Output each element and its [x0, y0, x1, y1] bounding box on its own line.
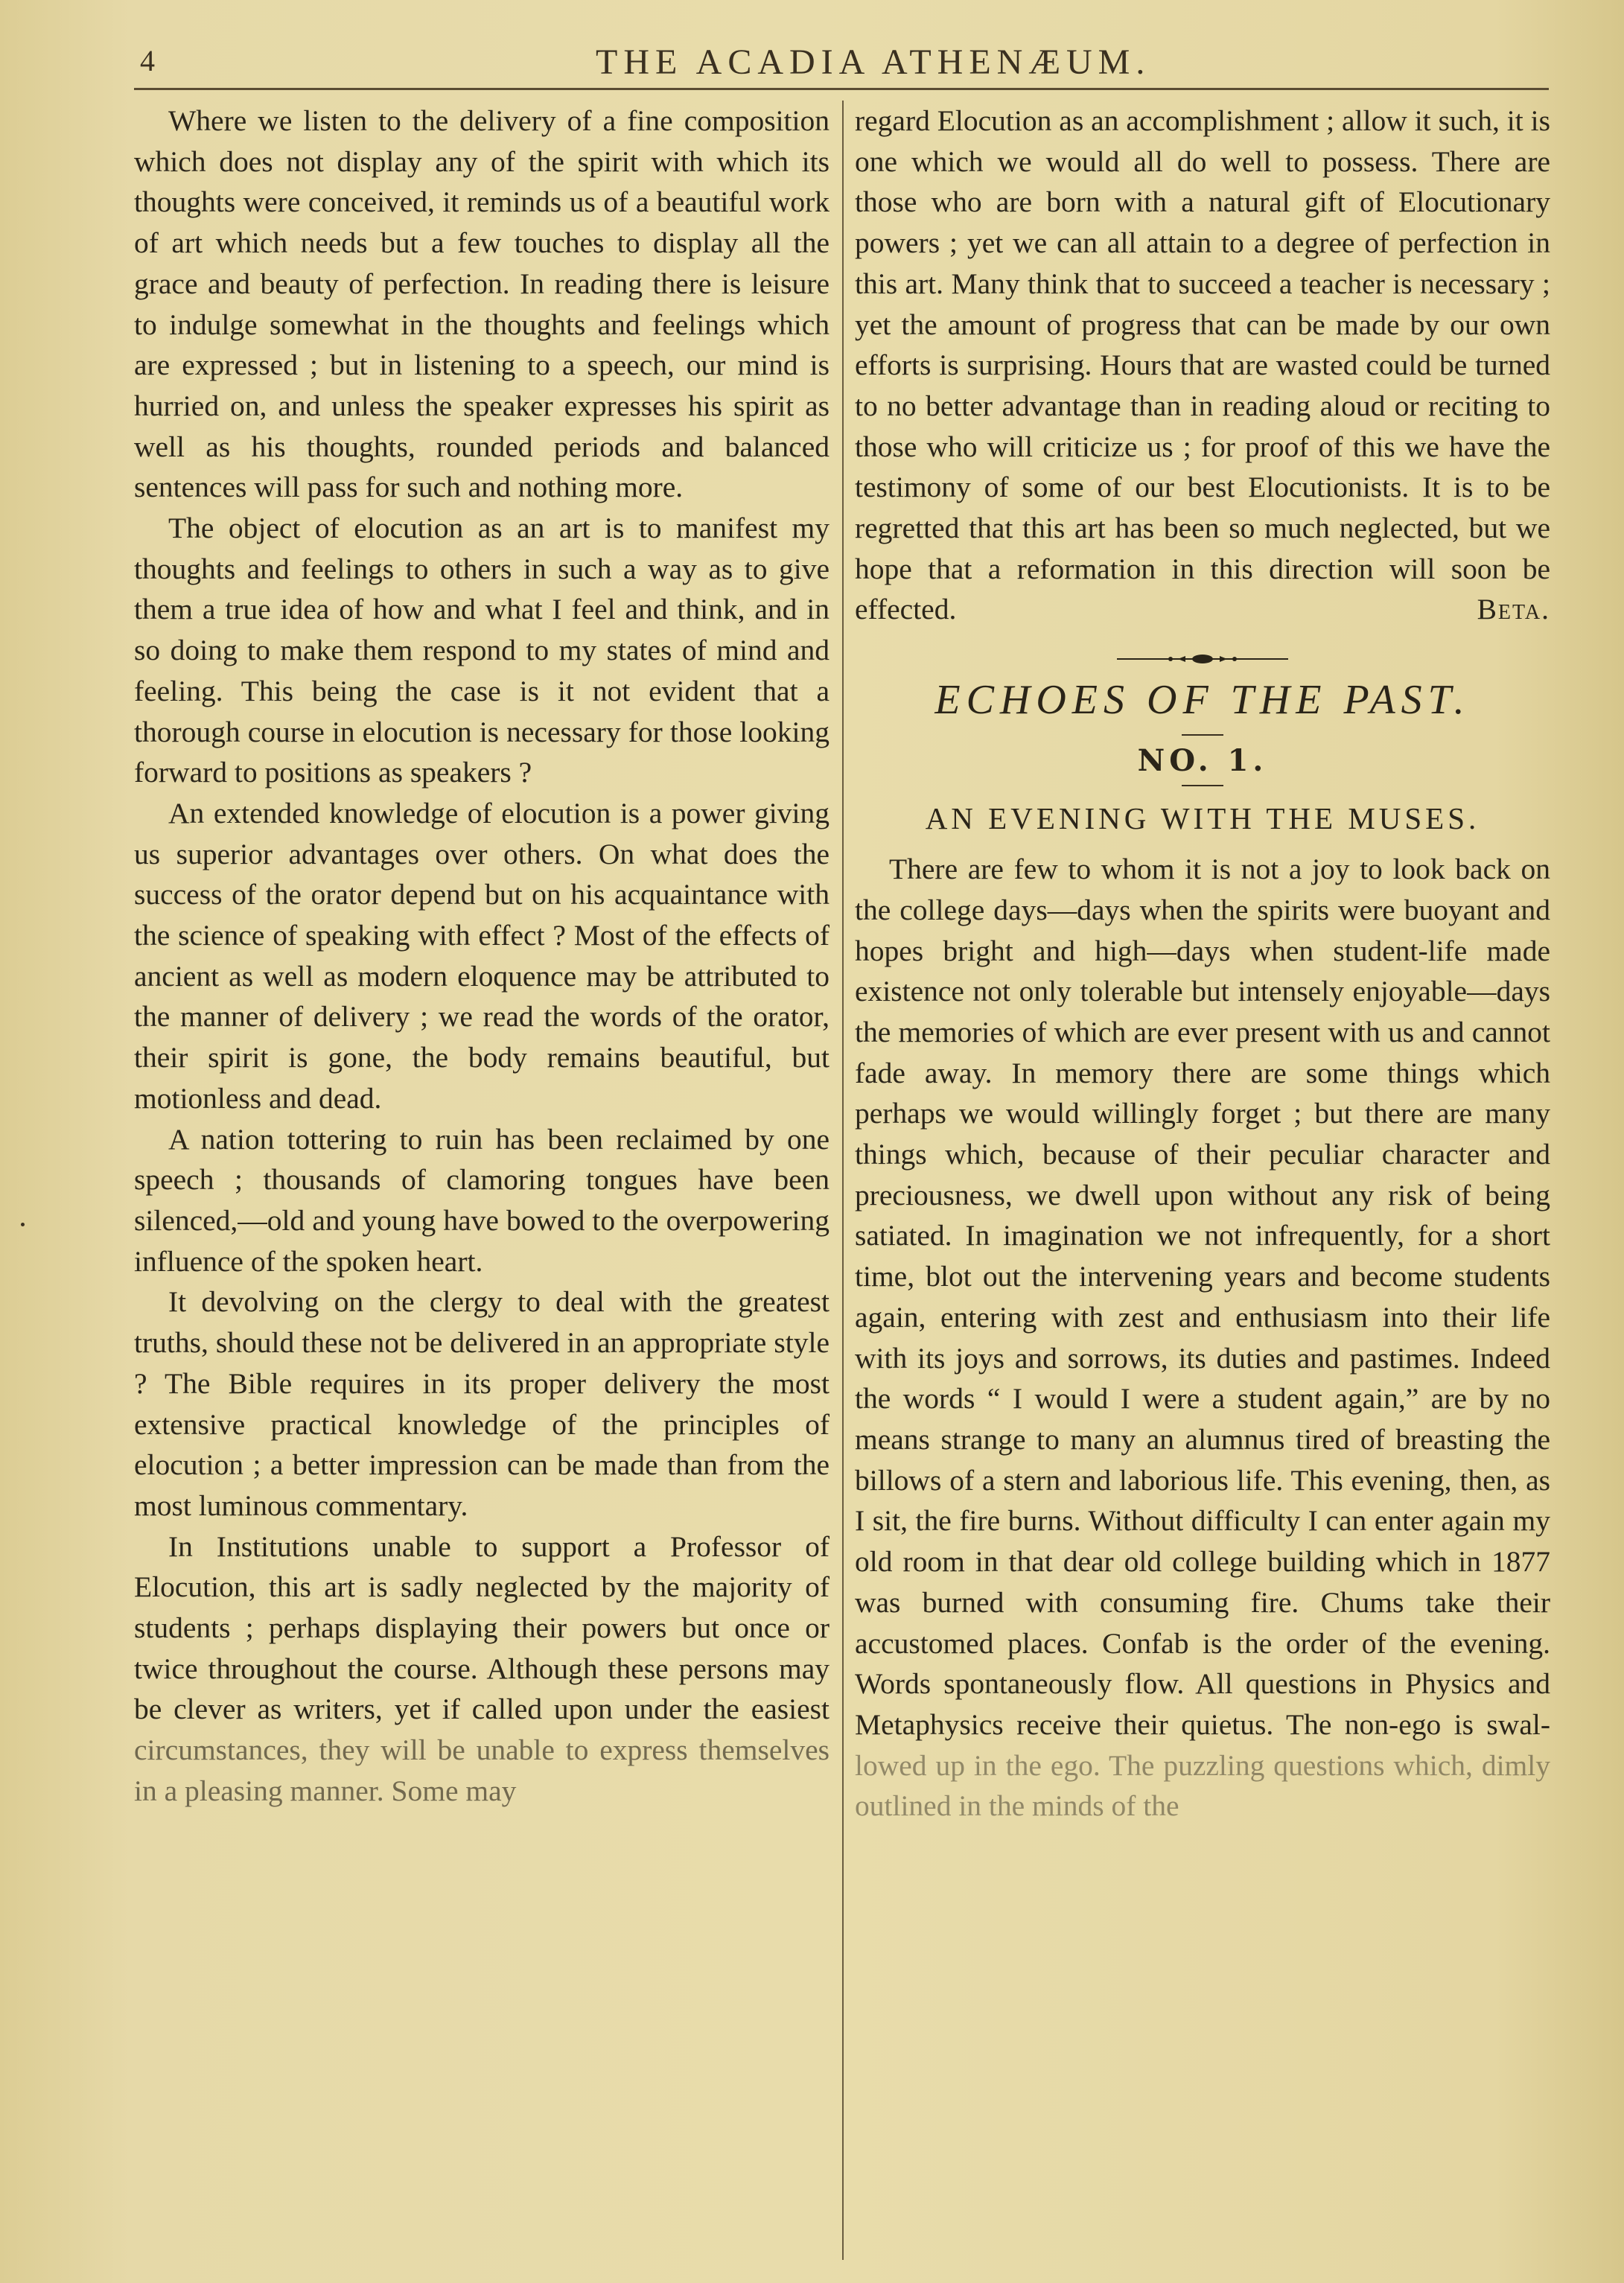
paragraph — [855, 101, 1550, 630]
print-speck — [21, 1223, 25, 1226]
page-header — [134, 37, 1549, 82]
section-title: ECHOES OF THE PAST. — [934, 677, 1471, 724]
title-rule — [1182, 734, 1223, 736]
article-subtitle: AN EVENING WITH THE MUSES. — [925, 801, 1480, 836]
paragraph: Where we listen to the delivery of a fine composition which does not display any of the spirit with which its thoughts were conceived, it reminds us of a beautiful work of art which needs but a few touches to display all the grace and beauty of perfection. In reading there is leisure to indulge somewhat in the thoughts and feelings which are expressed ; but in listening to a speech, our mind is hurried on, and unless the speaker expresses his spirit as well as his thoughts, rounded periods and balanced sentences will pass for such and nothing more. — [134, 104, 829, 504]
paragraph — [134, 1526, 829, 1812]
paragraph-text: There are few to whom it is not a joy to look back on the college days—days when the spirits were buoyant and hopes bright and high—days when student-life made existence not only tolerable but intensely enjoyable—days the memories of which are ever present with us and cannot fade away. In memory there are some things which perhaps we would willingly forget ; but there are many things which, because of their peculiar character and preciousness, we dwell upon without any risk of being satiated. In imagination we not infrequently, for a short time, blot out the intervening years and become students again, entering with zest and enthusiasm into their life with its joys and sorrows, its duties and pastimes. Indeed the words “ I would I were a student again,” are by no means strange to many an alumnus tired of breasting the billows of a stern and laborious life. This evening, then, as I sit, the fire burns. Without difficulty I can enter again my old room in that dear old college building which in 1877 was burned with consuming fire. Chums take their accustomed places. Confab is the order of the evening. Words spontaneously flow. All questions in Physics and Metaphysics receive their quietus. The non-ego is swal- — [855, 853, 1550, 1741]
number-rule — [1182, 785, 1223, 786]
journal-title: THE ACADIA ATHENÆUM. — [596, 42, 1151, 82]
column-divider — [842, 101, 844, 2260]
page-number: 4 — [140, 44, 155, 77]
paragraph: The object of elocution as an art is to manifest my thoughts and feelings to others in such a way as to give them a true idea of how and what I feel and think, and in so doing to make them respond to my states of mind and feeling. This being the case is it not evident that a thorough course in elocution is necessary for those looking forward to positions as speakers ? — [134, 512, 829, 789]
paragraph: It devolving on the clergy to deal with the greatest truths, should these not be delivered in an appropriate style ? The Bible requires in its proper delivery the most extensive practical knowledge of the principles of elocution ; a better impression can be made than from the most luminous commentary. — [134, 1285, 829, 1522]
faded-text: circumstances, they will be unable to express themselves in a pleasing manner. Some may — [134, 1733, 829, 1807]
paragraph: A nation tottering to ruin has been reclaimed by one speech ; thousands of clamoring tongues have been silenced,—old and young have bowed to the overpowering influence of the spoken heart. — [134, 1122, 829, 1278]
section-ornament — [855, 640, 1550, 663]
paragraph — [855, 849, 1550, 1827]
right-column — [855, 101, 1550, 1827]
paragraph: An extended knowledge of elocution is a power giving us superior advantages over others. On what does the success of the orator depend but on his acquaintance with the science of speaking with effect ? Most of the effects of ancient as well as modern eloquence may be attributed to the manner of delivery ; we read the words of the orator, their spirit is gone, the body remains beautiful, but motionless and dead. — [134, 796, 829, 1115]
ornament-icon — [1109, 648, 1296, 670]
paragraph-text: regard Elocution as an accomplishment ; allow it such, it is one which we would all do well to possess. There are those who are born with a natural gift of Elocutionary powers ; yet we can all attain to a degree of perfection in this art. Many think that to succeed a teacher is necessary ; yet the amount of progress that can be made by our own efforts is surprising. Hours that are wasted could be turned to no better advantage than in reading aloud or reciting to those who will criticize us ; for proof of this we have the testimony of some of our best Elocutionists. It is to be regretted that this art has been so much neglected, but we hope that a reformation in this direction will soon be effected. — [855, 104, 1550, 626]
series-number: NO. 1. — [1137, 743, 1268, 779]
left-column — [134, 101, 829, 1812]
paragraph-text: In Institutions unable to support a Professor of Elocution, this art is sadly neglected by the majority of students ; perhaps displaying their powers but once or twice throughout the course. Although these persons may be clever as writers, yet if called upon under the easiest — [134, 1529, 829, 1726]
faded-text: lowed up in the ego. The puzzling questions which, dimly outlined in the minds of the — [855, 1748, 1550, 1823]
author-signoff: Beta. — [1477, 593, 1550, 626]
header-rule — [134, 88, 1549, 90]
